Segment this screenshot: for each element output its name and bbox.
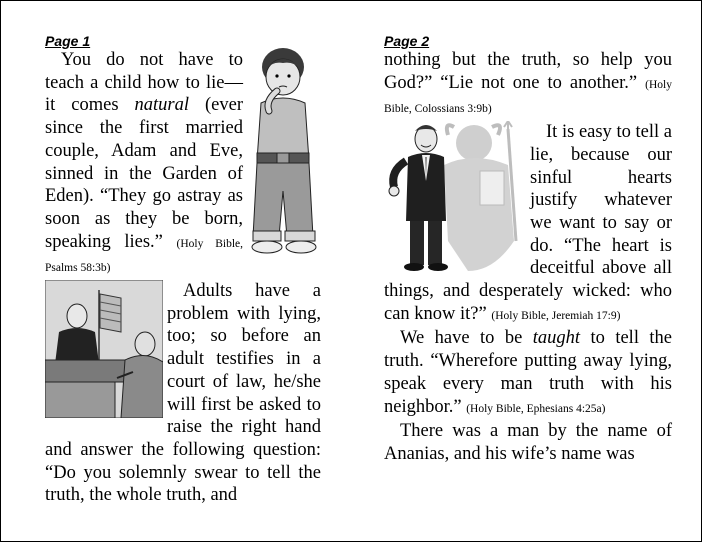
text-run: We have to be: [400, 328, 533, 349]
page-2-paragraph-2: [384, 121, 672, 327]
page-1: [45, 33, 321, 507]
text-run: to tell the truth. “Wherefore putting away lying, speak every man truth with his neighbor.”: [384, 328, 673, 417]
page-1-label: Page 1: [45, 33, 91, 49]
liar-illustration: [384, 121, 526, 271]
courtroom-illustration: [45, 280, 163, 418]
text-run: It is easy to tell a lie, because our sinful hearts justify whatever we want to say or do. “The heart is deceitful above all things, and desperately wicked: who can know it?”: [384, 122, 672, 324]
page-2: [384, 33, 672, 466]
text-run: You do not have to teach a child how to lie—it comes: [45, 50, 243, 116]
page-2-paragraph-1: [384, 49, 672, 121]
page-2-paragraph-4: [384, 420, 672, 465]
scripture-reference: (Holy Bible, Ephesians 4:25a): [466, 402, 606, 415]
page-2-paragraph-3: [384, 327, 672, 420]
scripture-reference: (Holy Bible, Colossians 3:9b): [384, 78, 672, 116]
scripture-reference: (Holy Bible, Psalms 58:3b): [45, 237, 243, 275]
emphasis-natural: natural: [134, 95, 190, 116]
text-run: nothing but the truth, so help you God?” “Lie not one to another.”: [384, 50, 672, 93]
text-run: Adults have a problem with lying, too; so before an adult testifies in a court of law, he/she will first be asked to raise the right hand and answer the following question: “Do you solemnly swear to tell the truth, the whole truth, and: [45, 281, 321, 506]
scripture-reference: (Holy Bible, Jeremiah 17:9): [491, 309, 621, 322]
text-run: There was a man by the name of Ananias, and his wife’s name was: [384, 421, 672, 464]
text-run: (ever since the first married couple, Adam and Eve, sinned in the Garden of Eden). “They go astray as soon as they be born, speaking lies.”: [45, 95, 243, 252]
page-2-label: Page 2: [384, 33, 430, 49]
emphasis-taught: taught: [532, 328, 581, 349]
boy-illustration: [247, 41, 321, 277]
